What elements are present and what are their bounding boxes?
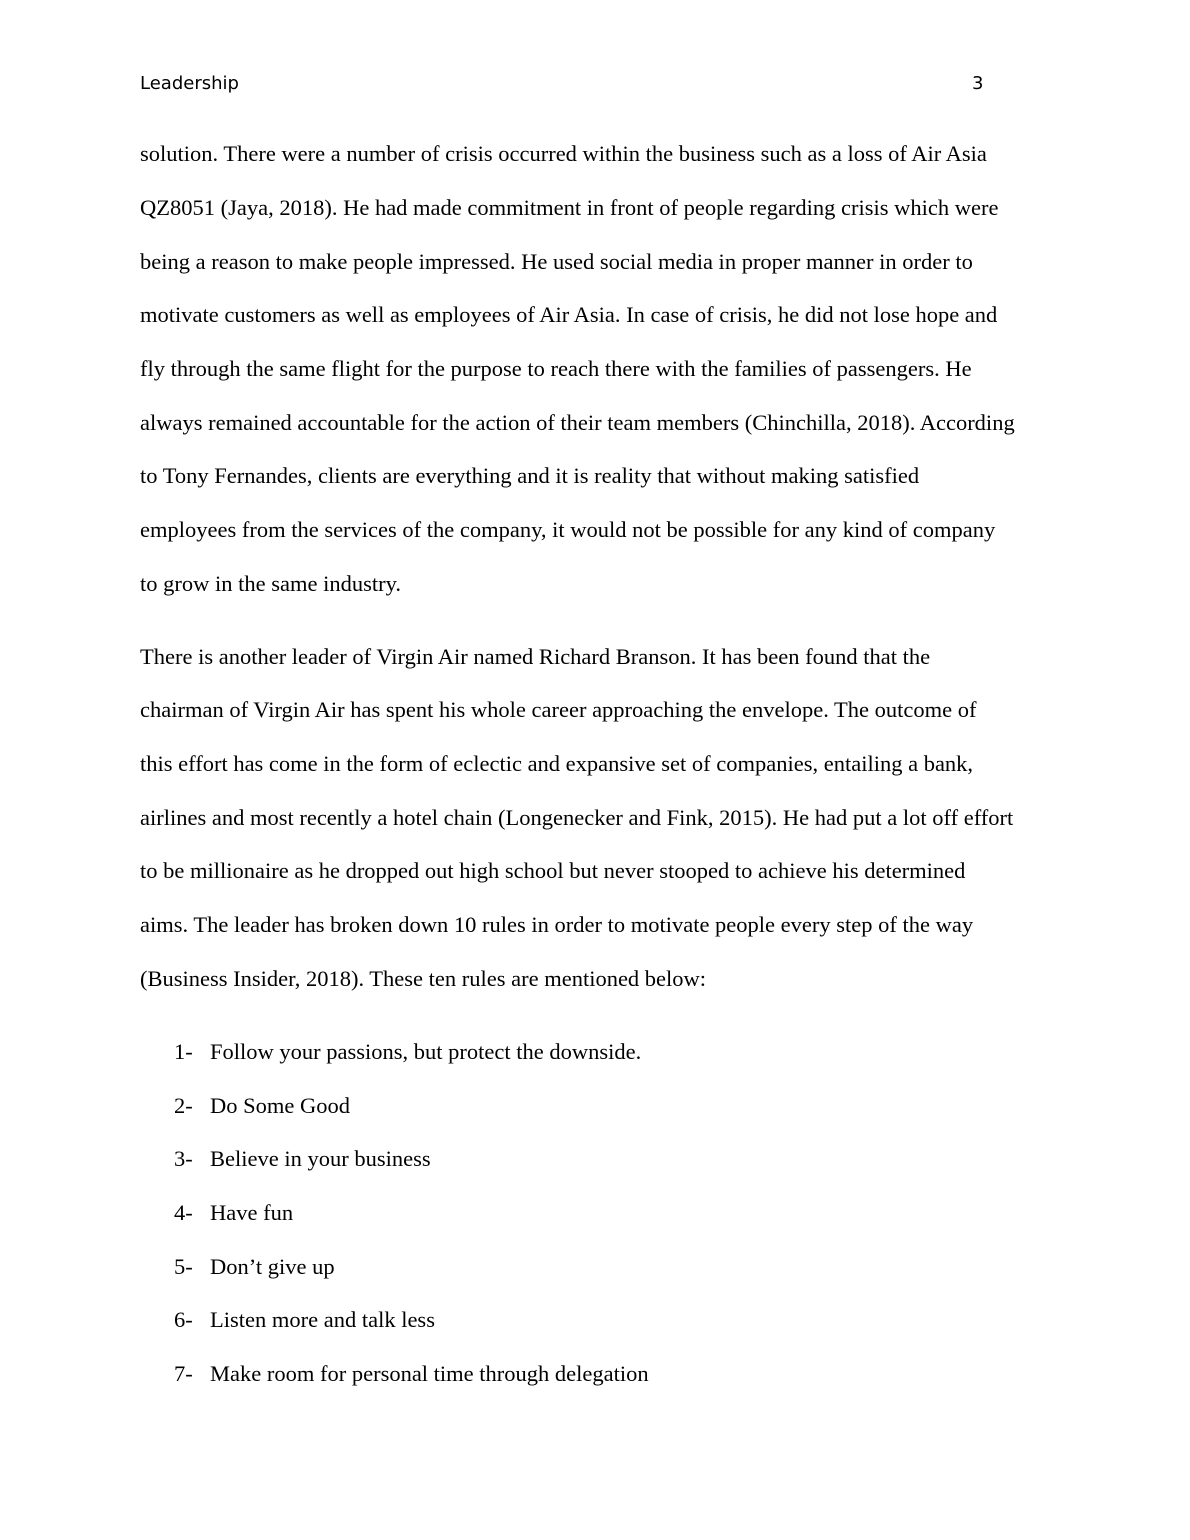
- paragraph-line: to Tony Fernandes, clients are everything and it is reality that without making satisfied: [140, 463, 920, 488]
- paragraph-line: fly through the same flight for the purpose to reach there with the families of passengers. He: [140, 356, 972, 381]
- page-number: 3: [972, 73, 984, 94]
- list-text: Don’t give up: [210, 1254, 335, 1279]
- paragraph-line: employees from the services of the company, it would not be possible for any kind of company: [140, 517, 996, 542]
- paragraph-line: aims. The leader has broken down 10 rules in order to motivate people every step of the way: [140, 912, 974, 937]
- list-item: [174, 1253, 335, 1281]
- list-item: [174, 1038, 641, 1066]
- list-number: 1-: [174, 1039, 193, 1064]
- paragraph-line: chairman of Virgin Air has spent his whole career approaching the envelope. The outcome of: [140, 697, 977, 722]
- paragraph-line: (Business Insider, 2018). These ten rules are mentioned below:: [140, 966, 707, 991]
- paragraph-line: this effort has come in the form of eclectic and expansive set of companies, entailing a bank,: [140, 751, 974, 776]
- list-item: [174, 1306, 435, 1334]
- paragraph-line: to be millionaire as he dropped out high school but never stooped to achieve his determined: [140, 858, 966, 883]
- list-text: Believe in your business: [210, 1146, 431, 1171]
- paragraph-line: There is another leader of Virgin Air named Richard Branson. It has been found that the: [140, 644, 931, 669]
- list-number: 6-: [174, 1307, 193, 1332]
- running-header-title: Leadership: [140, 73, 239, 94]
- paragraph-line: always remained accountable for the action of their team members (Chinchilla, 2018). According: [140, 410, 1015, 435]
- paragraph-line: motivate customers as well as employees of Air Asia. In case of crisis, he did not lose hope and: [140, 302, 998, 327]
- paragraph-line: solution. There were a number of crisis occurred within the business such as a loss of Air Asia: [140, 141, 987, 166]
- list-item: [174, 1360, 649, 1388]
- paragraph-line: QZ8051 (Jaya, 2018). He had made commitment in front of people regarding crisis which were: [140, 195, 999, 220]
- list-number: 4-: [174, 1200, 193, 1225]
- paragraph-line: being a reason to make people impressed. He used social media in proper manner in order to: [140, 249, 973, 274]
- list-number: 7-: [174, 1361, 193, 1386]
- paragraph-line: airlines and most recently a hotel chain (Longenecker and Fink, 2015). He had put a lot off effort: [140, 805, 1014, 830]
- list-number: 5-: [174, 1254, 193, 1279]
- list-text: Have fun: [210, 1200, 294, 1225]
- list-item: [174, 1092, 350, 1120]
- list-item: [174, 1199, 293, 1227]
- list-item: [174, 1145, 431, 1173]
- list-text: Make room for personal time through delegation: [210, 1361, 649, 1386]
- list-number: 3-: [174, 1146, 193, 1171]
- list-text: Do Some Good: [210, 1093, 350, 1118]
- list-text: Follow your passions, but protect the downside.: [210, 1039, 642, 1064]
- list-text: Listen more and talk less: [210, 1307, 435, 1332]
- paragraph-line: to grow in the same industry.: [140, 571, 402, 596]
- list-number: 2-: [174, 1093, 193, 1118]
